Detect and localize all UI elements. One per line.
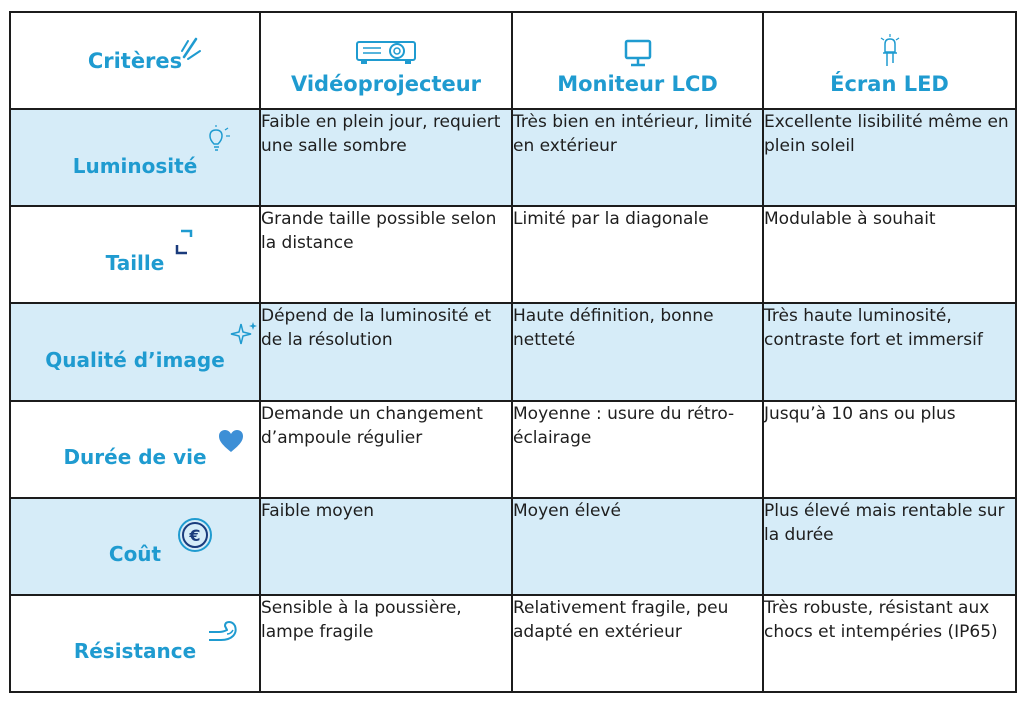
header-lcd <box>512 12 763 109</box>
table-row <box>10 498 1016 595</box>
projector-cell: Dépend de la luminosité et de la résolution <box>260 303 512 400</box>
lightbulb-icon <box>203 124 233 154</box>
criterion-label: Résistance <box>73 639 197 664</box>
criterion-cell <box>10 595 260 692</box>
lcd-cell: Haute définition, bonne netteté <box>512 303 763 400</box>
table-row <box>10 206 1016 303</box>
led-icon <box>877 34 903 68</box>
projector-cell: Faible moyen <box>260 498 512 595</box>
lcd-cell: Très bien en intérieur, limité en extérieur <box>512 109 763 206</box>
projector-cell: Sensible à la poussière, lampe fragile <box>260 595 512 692</box>
led-cell: Excellente lisibilité même en plein soleil <box>763 109 1016 206</box>
table-row <box>10 303 1016 400</box>
led-cell: Jusqu’à 10 ans ou plus <box>763 401 1016 498</box>
header-projector-label: Vidéoprojecteur <box>290 71 482 96</box>
lcd-cell: Moyenne : usure du rétro-éclairage <box>512 401 763 498</box>
resize-frame-icon <box>173 227 199 257</box>
led-cell: Très robuste, résistant aux chocs et intempéries (IP65) <box>763 595 1016 692</box>
lcd-cell: Moyen élevé <box>512 498 763 595</box>
projector-icon <box>353 36 419 68</box>
projector-cell: Demande un changement d’ampoule régulier <box>260 401 512 498</box>
criterion-label: Qualité d’image <box>45 347 225 372</box>
led-cell: Modulable à souhait <box>763 206 1016 303</box>
heart-icon <box>217 428 245 454</box>
header-led <box>763 12 1016 109</box>
table-row <box>10 595 1016 692</box>
criterion-label: Luminosité <box>72 153 198 178</box>
criterion-cell <box>10 206 260 303</box>
criterion-label: Taille <box>105 250 165 275</box>
monitor-icon <box>623 38 653 68</box>
header-criteria <box>10 12 260 109</box>
criterion-label: Coût <box>108 542 162 567</box>
lcd-cell: Limité par la diagonale <box>512 206 763 303</box>
muscle-arm-icon <box>207 618 243 648</box>
comparison-table <box>9 11 1017 693</box>
svg-text:€: € <box>189 525 201 545</box>
header-criteria-label: Critères <box>87 48 183 73</box>
table-row <box>10 109 1016 206</box>
header-projector <box>260 12 512 109</box>
lcd-cell: Relativement fragile, peu adapté en extérieur <box>512 595 763 692</box>
criterion-cell <box>10 303 260 400</box>
led-cell: Plus élevé mais rentable sur la durée <box>763 498 1016 595</box>
criterion-cell <box>10 109 260 206</box>
criterion-label: Durée de vie <box>63 445 207 470</box>
criterion-cell <box>10 498 260 595</box>
sparkles-icon <box>229 320 259 350</box>
sparkle-lines-icon <box>180 35 204 61</box>
table-row <box>10 401 1016 498</box>
led-cell: Très haute luminosité, contraste fort et immersif <box>763 303 1016 400</box>
header-lcd-label: Moniteur LCD <box>557 71 718 96</box>
projector-cell: Faible en plein jour, requiert une salle sombre <box>260 109 512 206</box>
header-row <box>10 12 1016 109</box>
euro-coin-icon <box>177 517 213 553</box>
criterion-cell <box>10 401 260 498</box>
projector-cell: Grande taille possible selon la distance <box>260 206 512 303</box>
header-led-label: Écran LED <box>830 71 949 96</box>
